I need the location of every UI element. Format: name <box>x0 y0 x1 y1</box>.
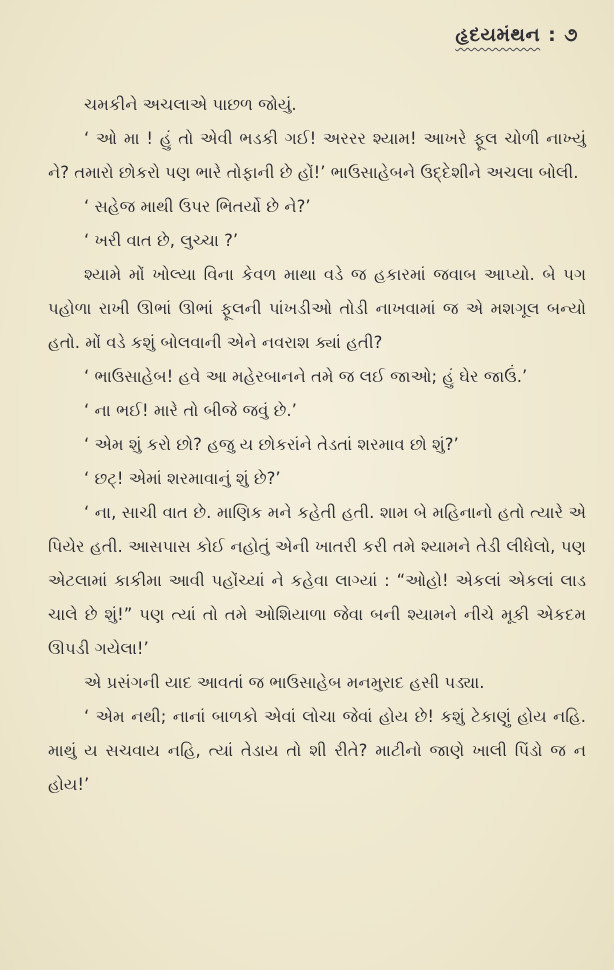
paragraph: શ્યામે મોં ખોલ્યા વિના કેવળ માથા વડે જ હકારમાં જવાબ આપ્યો. બે પગ પહોળા રાખી ઊભાં ઊભાં ફૂલની પાંખડીઓ તોડી નાખવામાં જ એ મશગૂલ બન્યો હતો. મોં વડે કશું બોલવાની એને નવરાશ ક્યાં હતી? <box>48 265 586 352</box>
paragraph: ‘ એમ નથી; નાનાં બાળકો એવાં લોચા જેવાં હોય છે! કશું ટેકાણું હોય નહિ. માથું ય સચવાય નહિ, ત્યાં તેડાય તો શી રીતે? માટીનો જાણે ખાલી પિંડો જ ન હોય!’ <box>48 707 586 794</box>
paragraph: ‘ ભાઉસાહેબ! હવે આ મહેરબાનને તમે જ લઈ જાઓ; હું ઘેર જાઉં.’ <box>84 367 528 386</box>
paragraph: ‘ છટ્! એમાં શરમાવાનું શું છે?’ <box>84 469 281 488</box>
paragraph: ‘ ના, સાચી વાત છે. માણિક મને કહેતી હતી. શામ બે મહિનાનો હતો ત્યારે એ પિયેર હતી. આસપાસ કોઈ નહોતું એની ખાતરી કરી તમે શ્યામને તેડી લીધેલો, પણ એટલામાં કાકીમા આવી પહોંચ્યાં ને કહેવા લાગ્યાં : “ઓહો! એકલાં એકલાં લાડ ચાલે છે શું!” પણ ત્યાં તો તમે ઓશિયાળા જેવા બની શ્યામને નીચે મૂકી એકદમ ઊપડી ગયેલા!’ <box>48 503 586 658</box>
running-head <box>455 24 578 46</box>
paragraph: ‘ સહેજ માથી ઉપર ભિતર્યો છે ને?’ <box>84 197 311 216</box>
paragraph: ચમકીને અચલાએ પાછળ જોયું. <box>84 95 297 114</box>
paragraph: ‘ ના ભઈ! મારે તો બીજે જવું છે.’ <box>84 401 297 420</box>
paragraph: એ પ્રસંગની યાદ આવતાં જ ભાઉસાહેબ મનમુરાદ હસી પડ્યા. <box>84 673 485 692</box>
book-title: હૃદયમંથન <box>455 24 541 46</box>
title-separator: : <box>548 24 557 46</box>
body-text <box>48 88 586 802</box>
page-number: ૭ <box>564 24 578 46</box>
paragraph: ‘ એમ શું કરો છો? હજુ ય છોકરાંને તેડતાં શરમાવ છો શું?’ <box>84 435 459 454</box>
paragraph: ‘ ઓ મા ! હું તો એવી ભડકી ગઈ! અરરર શ્યામ! આખરે ફૂલ ચોળી નાખ્યું ને? તમારો છોકરો પણ ભારે તોફાની છે હોં!’ ભાઉસાહેબને ઉદ્દેશીને અચલા બોલી. <box>48 129 586 182</box>
paragraph: ‘ ખરી વાત છે, લુચ્ચા ?’ <box>84 231 239 250</box>
